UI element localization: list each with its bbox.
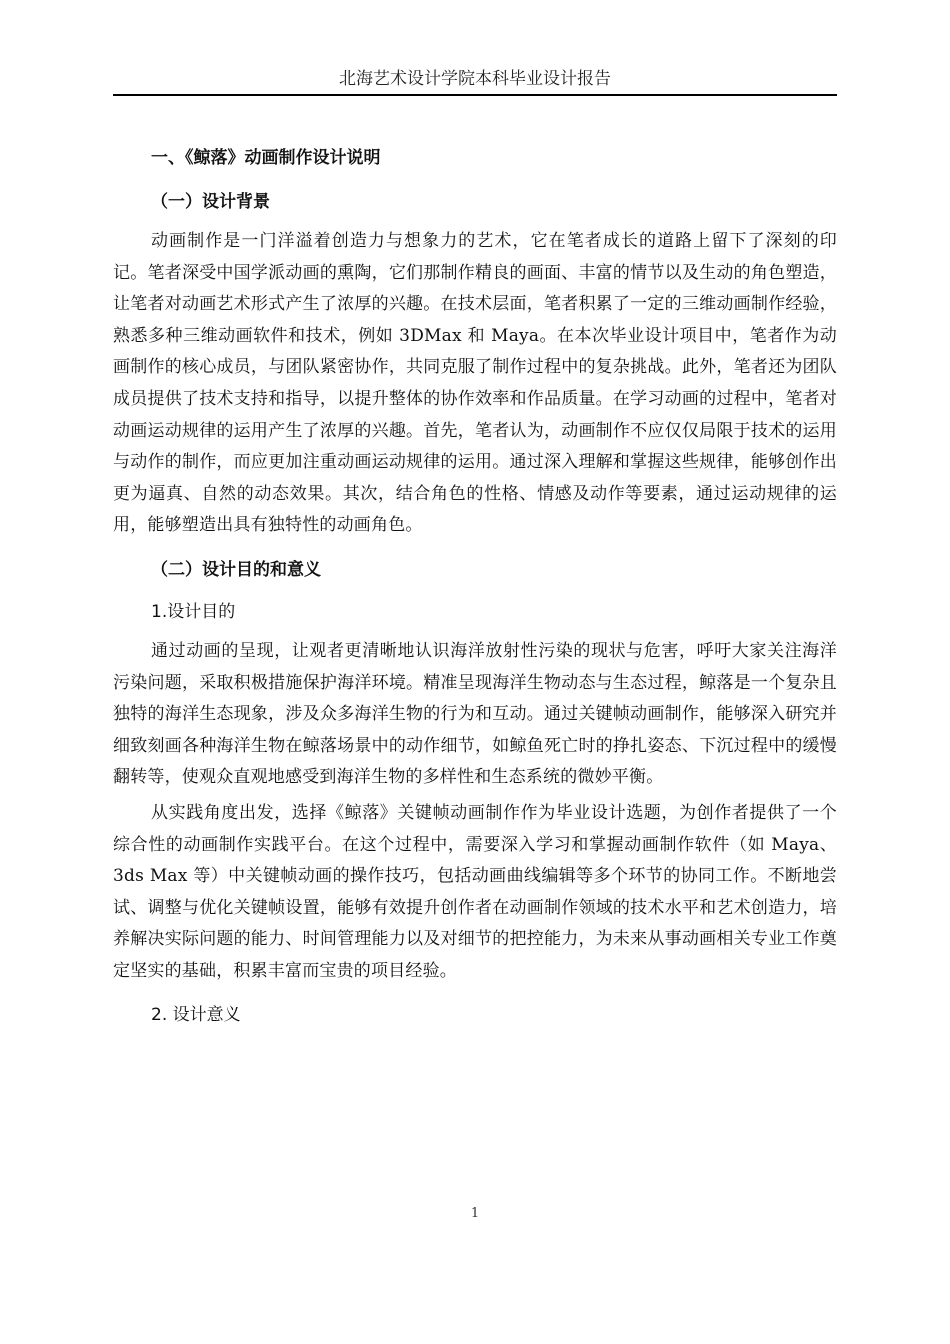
document-body: [113, 140, 837, 1039]
subsection-heading-purpose: （二）设计目的和意义: [151, 559, 321, 580]
item-heading-purpose: 1.设计目的: [151, 601, 236, 622]
subsection-heading-background: （一）设计背景: [151, 192, 270, 212]
header-title: 北海艺术设计学院本科毕业设计报告: [339, 69, 611, 89]
purpose-paragraph-1: 通过动画的呈现，让观者更清晰地认识海洋放射性污染的现状与危害，呼吁大家关注海洋污染问题，采取积极措施保护海洋环境。精准呈现海洋生物动态与生态过程，鲸落是一个复杂且独特的海洋生态现象，涉及众多海洋生物的行为和互动。通过关键帧动画制作，能够深入研究并细致刻画各种海洋生物在鲸落场景中的动作细节，如鲸鱼死亡时的挣扎姿态、下沉过程中的缓慢翻转等，使观众直观地感受到海洋生物的多样性和生态系统的微妙平衡。: [113, 640, 837, 788]
background-paragraph: 动画制作是一门洋溢着创造力与想象力的艺术，它在笔者成长的道路上留下了深刻的印记。笔者深受中国学派动画的熏陶，它们那制作精良的画面、丰富的情节以及生动的角色塑造，让笔者对动画艺术形式产生了浓厚的兴趣。在技术层面，笔者积累了一定的三维动画制作经验，熟悉多种三维动画软件和技术，例如 3DMax 和 Maya。在本次毕业设计项目中，笔者作为动画制作的核心成员，与团队紧密协作，共同克服了制作过程中的复杂挑战。此外，笔者还为团队成员提供了技术支持和指导，以提升整体的协作效率和作品质量。在学习动画的过程中，笔者对动画运动规律的运用产生了浓厚的兴趣。首先，笔者认为，动画制作不应仅仅局限于技术的运用与动作的制作，而应更加注重动画运动规律的运用。通过深入理解和掌握这些规律，能够创作出更为逼真、自然的动态效果。其次，结合角色的性格、情感及动作等要素，通过运动规律的运用，能够塑造出具有独特性的动画角色。: [113, 231, 837, 536]
page-number: 1: [470, 1206, 480, 1221]
purpose-paragraph-2: 从实践角度出发，选择《鲸落》关键帧动画制作作为毕业设计选题，为创作者提供了一个综合性的动画制作实践平台。在这个过程中，需要深入学习和掌握动画制作软件（如 Maya、3ds Max 等）中关键帧动画的操作技巧，包括动画曲线编辑等多个环节的协同工作。不断地尝试、调整与优化关键帧设置，能够有效提升创作者在动画制作领域的技术水平和艺术创造力，培养解决实际问题的能力、时间管理能力以及对细节的把控能力，为未来从事动画相关专业工作奠定坚实的基础，积累丰富而宝贵的项目经验。: [113, 802, 837, 981]
section-heading: 一、《鲸落》动画制作设计说明: [151, 148, 381, 168]
page-header: [113, 66, 837, 96]
item-heading-significance: 2. 设计意义: [151, 1005, 241, 1026]
